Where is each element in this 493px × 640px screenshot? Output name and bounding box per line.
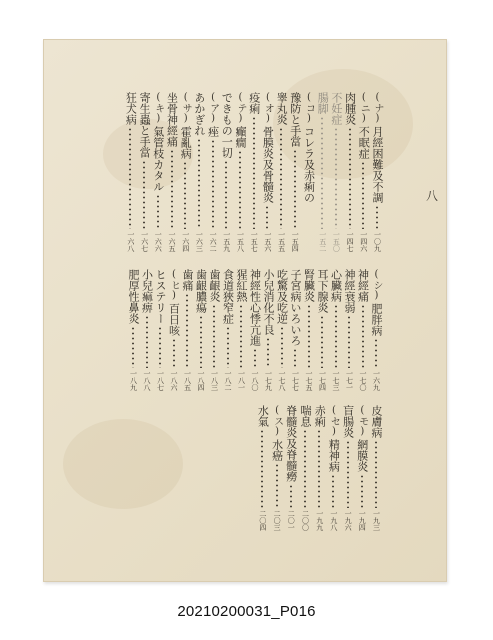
toc-section-marker: (キ) [152,92,164,124]
toc-entry [208,269,220,391]
toc-page-number: 一九八 [329,510,338,531]
toc-leader-dots [239,150,241,229]
toc-page-number: 一九四 [358,510,367,531]
toc-entry [248,92,260,252]
toc-leader-dots [157,194,159,229]
toc-page-number: 一八三 [210,370,219,391]
toc-section-marker: (サ) [180,92,192,124]
toc-leader-dots [349,127,351,229]
toc-leader-dots [294,348,296,368]
toc-page-number: 一五六 [263,231,272,252]
toc-page-number: 一六三 [195,231,204,252]
toc-entry-title: 腎臟炎 [302,269,316,302]
toc-page-number: 一九六 [344,510,353,531]
toc-entry [330,269,342,391]
toc-page-number: 一八四 [197,370,205,391]
toc-section-marker: (ス) [271,405,283,437]
toc-leader-dots [304,429,306,508]
toc-leader-dots [294,149,296,229]
toc-entry [370,405,382,531]
toc-leader-dots [261,429,263,508]
toc-page-number: 一五五 [277,231,286,252]
toc-entry-title: 精神病 [327,439,341,472]
toc-section-marker: (オ) [262,92,274,124]
toc-entry-title: 不妊症 [329,92,343,125]
toc-page-number: 一六四 [181,231,190,252]
toc-entry-title: 狂犬病 [124,92,138,125]
toc-leader-dots [321,315,323,368]
toc-entry [127,269,139,391]
toc-entry [181,269,193,391]
toc-page-number: 一五七 [250,231,259,252]
toc-entry-title: 歯齦膿瘍 [194,269,208,313]
toc-entry [344,92,356,252]
toc-page-number: 一七三 [332,370,340,391]
toc-entry-title: 吃驚及吃逆 [275,269,289,324]
toc-leader-dots [335,304,337,368]
toc-entry [138,92,150,252]
toc-leader-dots [361,474,363,508]
toc-leader-dots [332,474,334,508]
toc-page-number: 二〇一 [287,510,296,531]
toc-leader-dots [213,304,215,368]
toc-page-number: 一〇九 [373,231,382,252]
toc-section-marker: (コ) [303,92,315,124]
toc-leader-dots [335,127,337,229]
toc-entry-title: 豫防と手當 [288,92,302,147]
toc-entry-title: 小兒痲痹 [140,269,154,313]
toc-entry [370,269,382,391]
toc-entry-title: 骨膜炎及骨髓炎 [261,126,275,203]
toc-leader-dots [159,326,161,368]
toc-entry [285,405,297,531]
toc-page-number: 一五九 [222,231,231,252]
toc-section-marker: (モ) [356,405,368,437]
toc-section-marker: (シ) [371,269,382,301]
toc-page-number: 一七〇 [359,370,367,391]
toc-leader-dots [281,326,283,368]
toc-entry-title: 痤 [206,126,220,137]
toc-entry-title: 小兒消化不良 [262,269,275,335]
toc-leader-dots [290,484,292,508]
toc-entry-title: 心臟病 [329,269,343,302]
toc-entry [195,269,207,391]
toc-page-number: 一七七 [291,370,300,391]
toc-leader-dots [362,304,364,368]
toc-section-marker: (ヒ) [168,269,180,301]
toc-leader-dots [212,139,214,229]
toc-entry-title: 疫痢 [247,92,261,114]
toc-entry [303,92,315,252]
toc-entry-title: 睾丸炎 [275,92,289,125]
toc-page-number: 一六八 [126,231,135,252]
toc-entry-title: 皮膚病 [370,405,383,438]
toc-entry-title: 肥胖病 [370,303,383,336]
toc-entry [124,92,136,252]
toc-leader-dots [267,337,269,368]
toc-entry-title: 赤痢 [313,405,327,427]
toc-leader-dots [240,304,242,368]
toc-entry-title: 歯痛 [181,269,194,291]
toc-entry-title: ヒステリー [154,269,167,324]
toc-leader-dots [173,338,175,368]
toc-entry [303,269,315,391]
toc-entry-title: 不眠症 [357,126,371,159]
toc-leader-dots [280,127,282,229]
toc-page-number: 二〇三 [273,510,282,531]
toc-entry [276,269,288,391]
toc-page-number: 一八八 [143,370,151,391]
toc-entry-title: あかぎれ [192,92,206,136]
toc-entry [356,405,368,531]
toc-page-number: 一八九 [129,370,138,391]
toc-entry [249,269,261,391]
toc-leader-dots [308,304,310,368]
toc-entry-title: 耳下腺炎 [316,269,329,313]
toc-page-number: 一五〇 [332,231,341,252]
toc-entry-title: 癲癇 [234,126,247,148]
toc-page-number: 一七九 [264,370,273,391]
toc-entry [357,92,369,252]
toc-entry-title: 肉腫炎 [343,92,357,125]
toc-entry [235,269,247,391]
toc-entry [193,92,205,252]
toc-entry [261,92,273,252]
toc-entry-title: 霍亂病 [179,126,193,159]
toc-page-number: 一七四 [318,370,327,391]
toc-entry [141,269,153,391]
toc-entry [275,92,287,252]
toc-section-marker: (ア) [207,92,219,124]
toc-page-number: 一六九 [372,370,381,391]
toc-leader-dots [132,326,134,368]
toc-leader-dots [143,160,145,229]
image-label: 20210200031_P016 [177,603,316,620]
toc-leader-dots [318,429,320,508]
toc-page-number: 一七一 [345,370,354,391]
toc-entry-title: 神經衰弱 [343,269,356,313]
toc-page-number: 一八一 [237,370,246,391]
toc-entry-title: 水氣 [256,405,270,427]
toc-entry-title: 神經痛 [356,269,370,302]
toc-entry [316,269,328,391]
toc-entry-title: できもの一切 [220,92,234,158]
toc-leader-dots [225,160,227,229]
toc-entry-title: 氣管枝カタル [151,126,165,192]
toc-entry-title: 腸脚 [316,92,330,114]
toc-section-marker: (セ) [328,405,340,437]
toc-page-number: 一八五 [183,370,192,391]
toc-entry [271,405,283,531]
toc-leader-dots [321,116,323,229]
toc-page-number: 二〇四 [258,510,267,531]
toc-leader-dots [200,315,202,368]
toc-entry [316,92,328,252]
toc-leader-dots [186,293,188,368]
toc-section-marker: (テ) [235,92,246,124]
toc-entry-title: 寄生蟲と手當 [138,92,152,158]
toc-section-marker: (ニ) [358,92,370,124]
page-number: 八 [426,189,439,203]
toc-page-number: 一四七 [346,231,355,252]
toc-leader-dots [347,440,349,508]
paper-stain [63,419,183,509]
toc-entry-title: 坐骨神經痛 [165,92,179,147]
toc-leader-dots [184,161,186,229]
toc-leader-dots [129,127,131,229]
toc-entry-title: コレラ及赤痢の [302,126,316,203]
toc-page-number: 一四六 [359,231,368,252]
toc-leader-dots [348,315,350,368]
toc-leader-dots [253,116,255,229]
toc-page-number: 一八六 [170,370,178,391]
toc-leader-dots [198,138,200,229]
toc-entry-title: 神經性心悸亢進 [248,269,262,346]
toc-entry [327,405,339,531]
toc-leader-dots [146,315,148,368]
toc-section-marker: (ナ) [372,92,383,124]
toc-leader-dots [362,161,364,229]
toc-entry [342,405,354,531]
toc-page-number: 一八七 [156,370,165,391]
toc-entry [313,405,325,531]
toc-page-number: 一五四 [291,231,300,252]
toc-entry [343,269,355,391]
toc-leader-dots [276,463,278,508]
toc-entry [357,269,369,391]
toc-page-number: 一八二 [224,370,232,391]
toc-entry [371,92,383,252]
document-page [43,39,447,582]
toc-entry [220,92,232,252]
toc-page-number: 一七八 [278,370,286,391]
toc-entry-title: 喘息 [299,405,312,427]
toc-leader-dots [227,326,229,368]
toc-entry [299,405,311,531]
toc-page-number: 一六五 [168,231,176,252]
toc-entry-title: 食道狹窄症 [221,269,235,324]
toc-entry [234,92,246,252]
toc-leader-dots [376,205,378,229]
toc-entry-title: 脊髓炎及脊髓癆 [284,405,298,482]
toc-entry [289,92,301,252]
toc-page-number: 一六七 [140,231,149,252]
toc-entry-title: 肥厚性鼻炎 [127,269,140,324]
toc-leader-dots [266,205,268,229]
toc-entry-title: 盲腸炎 [341,405,355,438]
toc-page-number: 一六六 [154,231,163,252]
toc-entry [152,92,164,252]
toc-entry [168,269,180,391]
toc-leader-dots [171,149,173,229]
toc-page-number: 一七五 [305,370,313,391]
toc-leader-dots [254,348,256,368]
toc-page-number: 一九三 [372,510,381,531]
toc-page-number: 一九九 [315,510,324,531]
toc-entry [154,269,166,391]
toc-page-number: 一六二 [209,231,218,252]
toc-entry-title: 歯齦炎 [208,269,221,302]
toc-entry-title: 子宮病いろいろ [289,269,302,346]
toc-entry [207,92,219,252]
toc-page-number: 一五八 [236,231,245,252]
toc-entry [330,92,342,252]
toc-entry-title: 水癌 [270,439,284,461]
toc-entry-title: 網膜炎 [355,439,369,472]
toc-entry-title: 月經困難及不調 [371,126,384,203]
toc-entry [289,269,301,391]
toc-entry-title: 百日咳 [167,303,181,336]
toc-leader-dots [375,338,377,368]
toc-page-number: 一五二 [318,231,327,252]
toc-entry [166,92,178,252]
toc-entry [222,269,234,391]
toc-page-number: 一八〇 [251,370,259,391]
toc-entry [256,405,268,531]
toc-leader-dots [375,440,377,508]
toc-entry-title: 猩紅熱 [235,269,248,302]
toc-entry [179,92,191,252]
toc-entry [262,269,274,391]
toc-page-number: 二〇〇 [301,510,310,531]
